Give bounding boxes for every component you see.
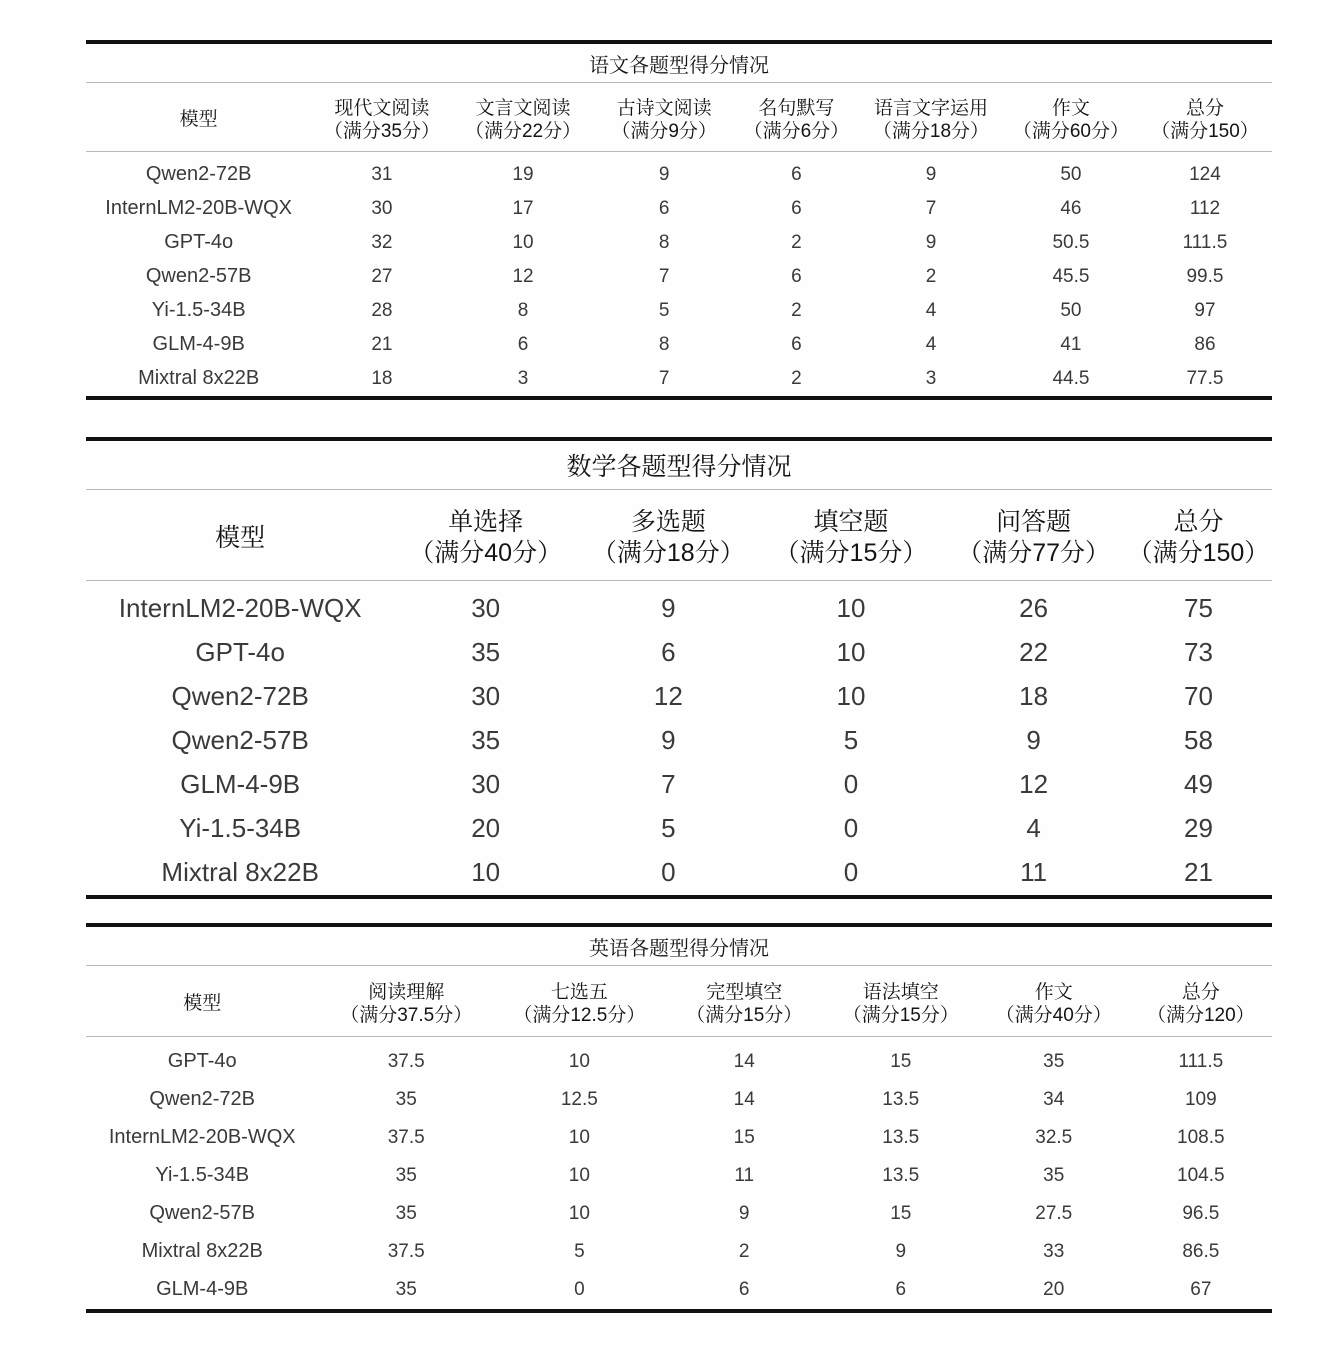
cell-score: 112	[1189, 197, 1221, 219]
cell-score: 11	[1020, 857, 1048, 887]
table-row	[86, 1119, 1272, 1157]
table-caption-row	[86, 441, 1272, 490]
cell-score: 97	[1194, 299, 1216, 321]
cell-score: 9	[738, 1202, 750, 1224]
column-header-name: 总分	[1173, 508, 1224, 537]
table-row	[86, 587, 1272, 631]
cell-score: 111.5	[1182, 231, 1228, 253]
table-row	[86, 1157, 1272, 1195]
column-header-3	[665, 972, 824, 1036]
cell-score: 2	[925, 265, 937, 287]
cell-score: 6	[791, 163, 802, 185]
table-body	[86, 158, 1272, 396]
column-header-name: 古诗文阅读	[616, 97, 712, 119]
cell-model-name: GLM-4-9B	[156, 1278, 249, 1300]
cell-score: 10	[568, 1164, 590, 1186]
cell-score: 11	[734, 1164, 755, 1186]
table-row	[86, 851, 1272, 895]
cell-score: 10	[836, 637, 866, 667]
cell-score: 9	[895, 1240, 907, 1262]
table-row	[86, 294, 1272, 328]
cell-score: 9	[925, 163, 937, 185]
cell-score: 70	[1184, 681, 1213, 711]
cell-score: 45.5	[1052, 265, 1090, 287]
cell-score: 30	[471, 681, 501, 711]
column-header-name: 填空题	[813, 508, 889, 537]
cell-score: 12	[512, 265, 534, 287]
table-header-row	[86, 89, 1272, 151]
cell-model-name: GLM-4-9B	[152, 333, 245, 355]
column-header-name: 语法填空	[862, 981, 939, 1003]
cell-model-name: Qwen2-57B	[171, 725, 309, 755]
cell-score: 9	[925, 231, 937, 253]
cell-score: 73	[1184, 637, 1213, 667]
table-title: 数学各题型得分情况	[566, 453, 792, 481]
table-caption-row	[86, 44, 1272, 83]
cell-score: 19	[512, 163, 534, 185]
cell-score: 27	[371, 265, 393, 287]
cell-model-name: Yi-1.5-34B	[155, 1164, 250, 1186]
cell-score: 86	[1194, 333, 1216, 355]
cell-score: 108.5	[1177, 1126, 1225, 1148]
cell-score: 30	[471, 593, 501, 623]
cell-model-name: Qwen2-57B	[149, 1202, 256, 1224]
cell-score: 109	[1184, 1088, 1217, 1110]
cell-score: 35	[395, 1278, 417, 1300]
cell-score: 14	[733, 1088, 755, 1110]
cell-score: 26	[1019, 593, 1049, 623]
cell-score: 8	[658, 333, 670, 355]
cell-score: 50.5	[1052, 231, 1090, 253]
cell-score: 13.5	[882, 1164, 920, 1186]
cell-score: 10	[512, 231, 534, 253]
cell-score: 6	[791, 333, 802, 355]
column-header-1	[311, 89, 452, 151]
cell-model-name: Qwen2-72B	[149, 1088, 256, 1110]
column-header-name: 七选五	[550, 981, 608, 1003]
table-row	[86, 1271, 1272, 1309]
cell-score: 10	[836, 681, 866, 711]
column-header-2	[452, 89, 593, 151]
cell-score: 5	[574, 1240, 585, 1262]
cell-score: 29	[1184, 813, 1213, 843]
cell-score: 12.5	[560, 1088, 598, 1110]
cell-score: 33	[1043, 1240, 1065, 1262]
cell-score: 14	[733, 1050, 755, 1072]
cell-score: 21	[1184, 857, 1213, 887]
column-header-4	[942, 496, 1125, 580]
cell-score: 35	[1043, 1164, 1065, 1186]
table-row	[86, 260, 1272, 294]
column-header-5	[978, 972, 1130, 1036]
cell-score: 86.5	[1182, 1240, 1220, 1262]
column-header-2	[577, 496, 760, 580]
cell-score: 9	[661, 725, 676, 755]
column-header-max-score: （满分15分）	[686, 1004, 803, 1026]
scores-table-chinese	[86, 44, 1272, 396]
column-header-3	[760, 496, 943, 580]
table-row	[86, 675, 1272, 719]
cell-score: 0	[661, 857, 676, 887]
cell-score: 35	[1043, 1050, 1065, 1072]
table-row	[86, 1081, 1272, 1119]
cell-model-name: Mixtral 8x22B	[161, 857, 319, 887]
column-header-1	[394, 496, 577, 580]
cell-score: 13.5	[882, 1126, 920, 1148]
table-caption-row	[86, 927, 1272, 966]
column-header-max-score: （满分37.5分）	[340, 1004, 473, 1026]
cell-model-name: GPT-4o	[164, 231, 234, 253]
cell-score: 46	[1060, 197, 1082, 219]
cell-score: 50	[1060, 163, 1082, 185]
cell-score: 22	[1019, 637, 1049, 667]
column-header-max-score: （满分18分）	[872, 120, 990, 142]
cell-score: 12	[1019, 769, 1049, 799]
cell-score: 31	[371, 163, 393, 185]
table-row	[86, 1195, 1272, 1233]
cell-score: 20	[471, 813, 501, 843]
cell-score: 2	[791, 231, 802, 253]
table-row	[86, 1233, 1272, 1271]
cell-score: 2	[791, 299, 802, 321]
cell-score: 8	[658, 231, 670, 253]
cell-score: 15	[890, 1202, 912, 1224]
cell-score: 7	[925, 197, 937, 219]
cell-model-name: Yi-1.5-34B	[179, 813, 302, 843]
column-header-max-score: （满分35分）	[323, 120, 440, 142]
cell-score: 32	[371, 231, 393, 253]
cell-score: 12	[653, 681, 683, 711]
cell-model-name: GPT-4o	[195, 637, 285, 667]
table-block-english	[86, 923, 1272, 1313]
cell-score: 6	[517, 333, 529, 355]
column-header-6	[1130, 972, 1272, 1036]
cell-score: 35	[471, 725, 501, 755]
column-header-4	[735, 89, 858, 151]
column-header-max-score: （满分9分）	[611, 120, 717, 142]
cell-score: 10	[568, 1126, 590, 1148]
cell-score: 30	[371, 197, 393, 219]
cell-score: 28	[371, 299, 393, 321]
column-header-name: 作文	[1034, 981, 1073, 1003]
column-header-name: 总分	[1181, 981, 1220, 1003]
cell-model-name: GPT-4o	[167, 1050, 237, 1072]
cell-score: 6	[895, 1278, 907, 1300]
cell-score: 99.5	[1186, 265, 1224, 287]
cell-score: 37.5	[387, 1050, 425, 1072]
cell-score: 6	[791, 265, 802, 287]
cell-model-name: InternLM2-20B-WQX	[105, 197, 293, 219]
table-row	[86, 631, 1272, 675]
cell-score: 2	[738, 1240, 750, 1262]
table-bottom-rule	[86, 1309, 1272, 1313]
table-bottom-rule	[86, 396, 1272, 400]
cell-score: 75	[1184, 593, 1213, 623]
cell-score: 21	[371, 333, 393, 355]
column-header-name: 完型填空	[706, 981, 783, 1003]
column-header-max-score: （满分15分）	[774, 538, 928, 567]
cell-model-name: Qwen2-72B	[171, 681, 309, 711]
column-header-2	[494, 972, 665, 1036]
column-header-name: 名句默写	[758, 97, 835, 119]
column-header-1	[318, 972, 494, 1036]
cell-score: 5	[843, 725, 859, 755]
column-header-name: 问答题	[996, 508, 1072, 537]
column-header-name: 语言文字运用	[873, 97, 988, 119]
cell-score: 18	[1019, 681, 1049, 711]
column-header-name: 作文	[1051, 97, 1090, 119]
cell-score: 6	[791, 197, 802, 219]
table-row	[86, 807, 1272, 851]
table-bottom-rule	[86, 895, 1272, 899]
cell-score: 35	[395, 1088, 417, 1110]
cell-score: 0	[843, 813, 859, 843]
column-header-model: 模型	[183, 993, 222, 1015]
cell-score: 77.5	[1186, 367, 1224, 389]
table-block-math	[86, 437, 1272, 899]
column-header-name: 单选择	[448, 508, 524, 537]
table-row	[86, 362, 1272, 396]
cell-score: 18	[371, 367, 393, 389]
cell-score: 35	[471, 637, 501, 667]
cell-model-name: Qwen2-57B	[145, 265, 252, 287]
cell-model-name: GLM-4-9B	[180, 769, 301, 799]
column-header-max-score: （满分40分）	[409, 538, 563, 567]
cell-score: 9	[658, 163, 670, 185]
table-row	[86, 192, 1272, 226]
column-header-max-score: （满分18分）	[591, 538, 745, 567]
cell-score: 111.5	[1178, 1050, 1224, 1072]
cell-score: 49	[1184, 769, 1213, 799]
column-header-5	[858, 89, 1004, 151]
cell-score: 67	[1190, 1278, 1212, 1300]
column-header-max-score: （满分12.5分）	[513, 1004, 646, 1026]
cell-score: 4	[1026, 813, 1041, 843]
cell-score: 10	[836, 593, 866, 623]
column-header-3	[594, 89, 735, 151]
table-header-row	[86, 496, 1272, 580]
cell-score: 20	[1043, 1278, 1065, 1300]
cell-score: 10	[568, 1202, 590, 1224]
cell-score: 2	[791, 367, 802, 389]
column-header-max-score: （满分40分）	[995, 1004, 1112, 1026]
cell-score: 7	[658, 265, 670, 287]
table-row	[86, 158, 1272, 192]
table-title: 语文各题型得分情况	[589, 54, 769, 77]
cell-score: 3	[517, 367, 529, 389]
scores-table-english	[86, 927, 1272, 1309]
column-header-max-score: （满分60分）	[1012, 120, 1129, 142]
cell-model-name: InternLM2-20B-WQX	[118, 593, 362, 623]
table-title: 英语各题型得分情况	[589, 937, 769, 960]
cell-score: 5	[658, 299, 670, 321]
cell-score: 41	[1060, 333, 1082, 355]
table-row	[86, 719, 1272, 763]
column-header-4	[824, 972, 978, 1036]
column-header-max-score: （满分150）	[1151, 120, 1259, 142]
cell-score: 4	[925, 299, 937, 321]
cell-score: 0	[843, 769, 859, 799]
cell-score: 9	[1026, 725, 1041, 755]
cell-score: 6	[661, 637, 676, 667]
table-row	[86, 226, 1272, 260]
cell-model-name: Mixtral 8x22B	[141, 1240, 263, 1262]
column-header-5	[1125, 496, 1272, 580]
cell-score: 15	[733, 1126, 755, 1148]
cell-score: 15	[890, 1050, 912, 1072]
cell-model-name: InternLM2-20B-WQX	[108, 1126, 296, 1148]
cell-score: 13.5	[882, 1088, 920, 1110]
cell-score: 0	[843, 857, 859, 887]
column-header-name: 总分	[1185, 97, 1224, 119]
column-header-max-score: （满分22分）	[464, 120, 582, 142]
cell-score: 10	[471, 857, 501, 887]
cell-score: 0	[574, 1278, 585, 1300]
column-header-name: 现代文阅读	[334, 97, 430, 119]
table-body	[86, 587, 1272, 895]
column-header-model: 模型	[179, 109, 218, 131]
cell-score: 7	[658, 367, 670, 389]
cell-score: 6	[658, 197, 670, 219]
cell-score: 4	[925, 333, 937, 355]
scores-table-math	[86, 441, 1272, 895]
column-header-6	[1004, 89, 1138, 151]
cell-score: 104.5	[1177, 1164, 1225, 1186]
cell-score: 35	[395, 1164, 417, 1186]
cell-score: 58	[1184, 725, 1213, 755]
column-header-max-score: （满分150）	[1127, 538, 1270, 567]
table-row	[86, 1043, 1272, 1081]
cell-score: 9	[661, 593, 676, 623]
table-block-chinese	[86, 40, 1272, 400]
cell-score: 124	[1189, 163, 1221, 185]
cell-score: 32.5	[1035, 1126, 1073, 1148]
column-header-model: 模型	[215, 523, 266, 552]
column-header-max-score: （满分120）	[1146, 1004, 1255, 1026]
cell-score: 35	[395, 1202, 417, 1224]
table-body	[86, 1043, 1272, 1309]
column-header-name: 多选题	[630, 508, 706, 537]
table-row	[86, 763, 1272, 807]
table-header-row	[86, 972, 1272, 1036]
column-header-max-score: （满分6分）	[743, 120, 850, 142]
cell-score: 8	[517, 299, 529, 321]
cell-score: 37.5	[387, 1126, 425, 1148]
cell-score: 10	[568, 1050, 590, 1072]
cell-score: 96.5	[1182, 1202, 1220, 1224]
column-header-max-score: （满分15分）	[842, 1004, 959, 1026]
cell-score: 30	[471, 769, 501, 799]
cell-score: 17	[512, 197, 534, 219]
table-row	[86, 328, 1272, 362]
cell-score: 3	[925, 367, 937, 389]
column-header-max-score: （满分77分）	[957, 538, 1110, 567]
cell-model-name: Yi-1.5-34B	[151, 299, 246, 321]
cell-score: 7	[661, 769, 676, 799]
cell-score: 37.5	[387, 1240, 425, 1262]
cell-model-name: Mixtral 8x22B	[138, 367, 260, 389]
cell-score: 44.5	[1052, 367, 1090, 389]
cell-score: 5	[661, 813, 676, 843]
column-header-name: 阅读理解	[368, 981, 445, 1003]
column-header-name: 文言文阅读	[475, 97, 571, 119]
cell-score: 6	[738, 1278, 750, 1300]
cell-score: 34	[1043, 1088, 1065, 1110]
cell-score: 50	[1060, 299, 1082, 321]
cell-model-name: Qwen2-72B	[145, 163, 252, 185]
column-header-7	[1138, 89, 1272, 151]
cell-score: 27.5	[1035, 1202, 1073, 1224]
